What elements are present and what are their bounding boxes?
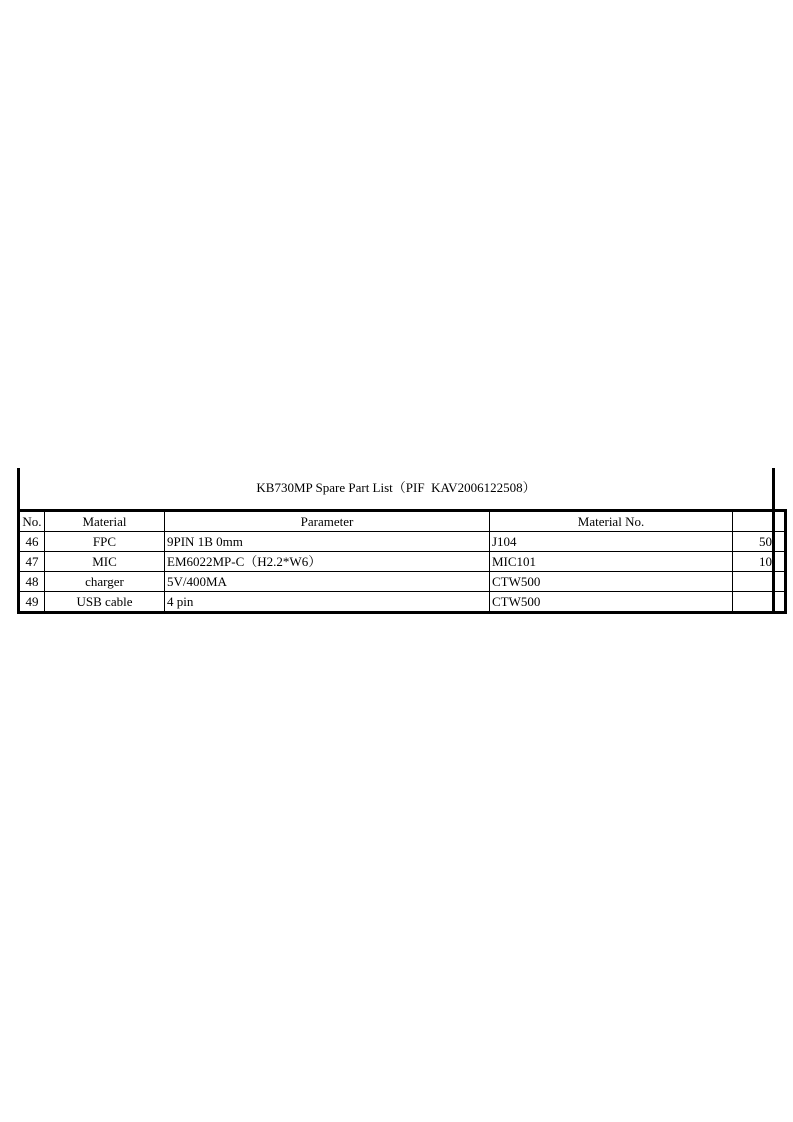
cell-material-no: J104 [490, 532, 733, 552]
table-row [19, 532, 786, 552]
cell-parameter: 4 pin [165, 592, 490, 613]
table-row [19, 592, 786, 613]
header-no: No. [19, 511, 45, 532]
header-material: Material [45, 511, 165, 532]
cell-no: 46 [19, 532, 45, 552]
table-row [19, 572, 786, 592]
header-material-no: Material No. [490, 511, 733, 532]
cell-no: 48 [19, 572, 45, 592]
table-row [19, 552, 786, 572]
cell-material-no: MIC101 [490, 552, 733, 572]
cell-material-no: CTW500 [490, 592, 733, 613]
spare-part-sheet [17, 468, 775, 612]
cell-parameter: 5V/400MA [165, 572, 490, 592]
cell-no: 49 [19, 592, 45, 613]
cell-material: FPC [45, 532, 165, 552]
cell-material: MIC [45, 552, 165, 572]
cell-qty: 50 [733, 532, 786, 552]
cell-parameter: 9PIN 1B 0mm [165, 532, 490, 552]
cell-qty [733, 572, 786, 592]
cell-material: charger [45, 572, 165, 592]
spare-parts-table [17, 509, 787, 614]
header-qty [733, 511, 786, 532]
cell-parameter: EM6022MP-C（H2.2*W6） [165, 552, 490, 572]
cell-qty [733, 592, 786, 613]
cell-no: 47 [19, 552, 45, 572]
header-parameter: Parameter [165, 511, 490, 532]
cell-qty: 10 [733, 552, 786, 572]
cell-material: USB cable [45, 592, 165, 613]
document-title: KB730MP Spare Part List（PIF KAV2006122508） [256, 480, 536, 495]
cell-material-no: CTW500 [490, 572, 733, 592]
table-header-row [19, 511, 786, 532]
